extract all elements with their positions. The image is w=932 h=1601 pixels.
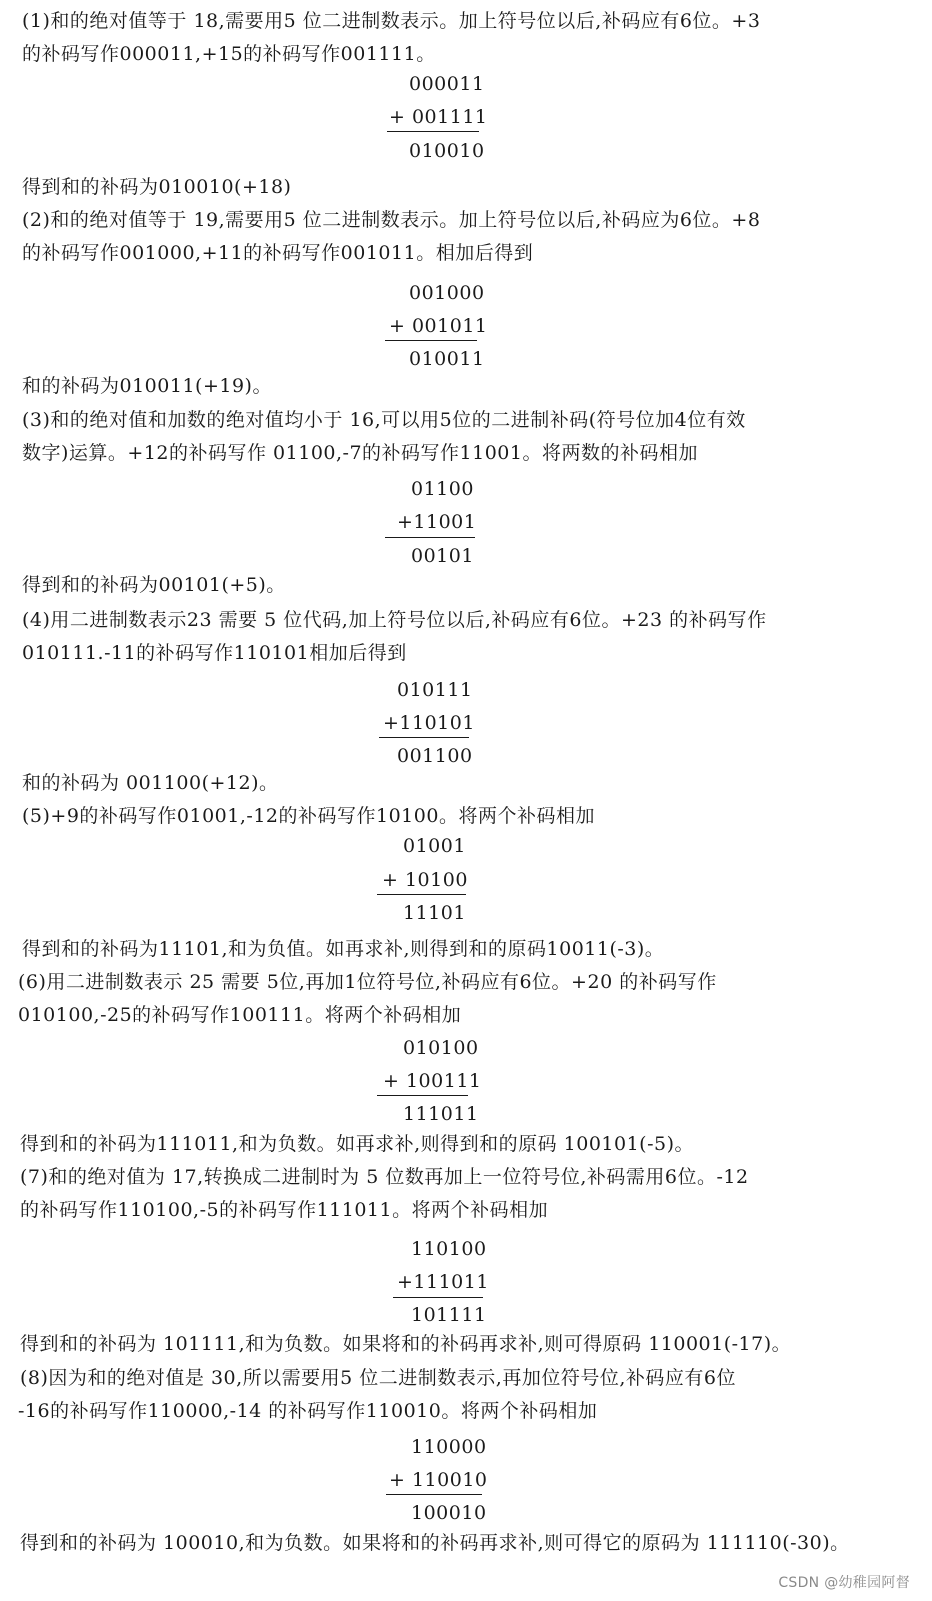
calc-operand-b: + 001011 — [389, 315, 488, 337]
calc-sum: 00101 — [411, 545, 474, 567]
calc-operand-a: 010111 — [397, 679, 473, 701]
paragraph-line: 010100,-25的补码写作100111。将两个补码相加 — [18, 1004, 462, 1026]
calc-rule — [377, 894, 466, 895]
paragraph-line: (6)用二进制数表示 25 需要 5位,再加1位符号位,补码应有6位。+20 的补码写作 — [18, 971, 717, 993]
calc-sum: 111011 — [403, 1103, 479, 1125]
csdn-watermark: CSDN @幼稚园阿督 — [778, 1575, 910, 1591]
calc-operand-b: +110101 — [383, 712, 475, 734]
calc-rule — [379, 737, 469, 738]
paragraph-line: (7)和的绝对值为 17,转换成二进制时为 5 位数再加上一位符号位,补码需用6位。-12 — [20, 1166, 749, 1188]
calc-rule — [385, 537, 475, 538]
calc-operand-b: + 100111 — [383, 1070, 482, 1092]
calc-sum: 001100 — [397, 745, 473, 767]
paragraph-line: 数字)运算。+12的补码写作 01100,-7的补码写作11001。将两数的补码相加 — [22, 442, 698, 464]
calc-operand-b: +111011 — [397, 1271, 489, 1293]
paragraph-line: 得到和的补码为11101,和为负值。如再求补,则得到和的原码10011(-3)。 — [22, 938, 665, 960]
calc-operand-b: + 001111 — [389, 106, 488, 128]
calc-rule — [386, 1494, 482, 1495]
calc-sum: 010010 — [409, 140, 485, 162]
paragraph-line: 和的补码为010011(+19)。 — [22, 375, 272, 397]
calc-operand-a: 110100 — [411, 1238, 487, 1260]
paragraph-line: (4)用二进制数表示23 需要 5 位代码,加上符号位以后,补码应有6位。+23 的补码写作 — [22, 609, 767, 631]
paragraph-line: 的补码写作001000,+11的补码写作001011。相加后得到 — [22, 242, 534, 264]
calc-sum: 101111 — [411, 1304, 487, 1326]
paragraph-line: -16的补码写作110000,-14 的补码写作110010。将两个补码相加 — [18, 1400, 598, 1422]
calc-sum: 11101 — [403, 902, 466, 924]
calc-rule — [385, 340, 477, 341]
calc-operand-a: 01100 — [411, 478, 474, 500]
calc-operand-b: +11001 — [397, 511, 477, 533]
paragraph-line: 的补码写作110100,-5的补码写作111011。将两个补码相加 — [20, 1199, 549, 1221]
calc-operand-a: 000011 — [409, 73, 485, 95]
paragraph-line: 得到和的补码为111011,和为负数。如再求补,则得到和的原码 100101(-5)。 — [20, 1133, 695, 1155]
calc-operand-b: + 110010 — [389, 1469, 488, 1491]
calc-operand-a: 001000 — [409, 282, 485, 304]
paragraph-line: 得到和的补码为 101111,和为负数。如果将和的补码再求补,则可得原码 110001(-17)。 — [20, 1333, 792, 1355]
calc-sum: 100010 — [411, 1502, 487, 1524]
calc-sum: 010011 — [409, 348, 485, 370]
calc-operand-a: 01001 — [403, 835, 466, 857]
calc-operand-a: 010100 — [403, 1037, 479, 1059]
paragraph-line: 得到和的补码为 100010,和为负数。如果将和的补码再求补,则可得它的原码为 111110(-30)。 — [20, 1532, 850, 1554]
paragraph-line: 的补码写作000011,+15的补码写作001111。 — [22, 43, 436, 65]
paragraph-line: (5)+9的补码写作01001,-12的补码写作10100。将两个补码相加 — [22, 805, 595, 827]
calc-operand-b: + 10100 — [382, 869, 468, 891]
calc-rule — [393, 1297, 483, 1298]
calc-operand-a: 110000 — [411, 1436, 487, 1458]
paragraph-line: 得到和的补码为00101(+5)。 — [22, 574, 286, 596]
calc-rule — [387, 131, 479, 132]
paragraph-line: (8)因为和的绝对值是 30,所以需要用5 位二进制数表示,再加位符号位,补码应有6位 — [20, 1367, 736, 1389]
paragraph-line: (1)和的绝对值等于 18,需要用5 位二进制数表示。加上符号位以后,补码应有6位。+3 — [22, 10, 761, 32]
paragraph-line: (3)和的绝对值和加数的绝对值均小于 16,可以用5位的二进制补码(符号位加4位有效 — [22, 409, 746, 431]
paragraph-line: 得到和的补码为010010(+18) — [22, 176, 292, 198]
calc-rule — [377, 1095, 468, 1096]
paragraph-line: (2)和的绝对值等于 19,需要用5 位二进制数表示。加上符号位以后,补码应为6位。+8 — [22, 209, 761, 231]
paragraph-line: 010111.-11的补码写作110101相加后得到 — [22, 642, 407, 664]
paragraph-line: 和的补码为 001100(+12)。 — [22, 772, 279, 794]
